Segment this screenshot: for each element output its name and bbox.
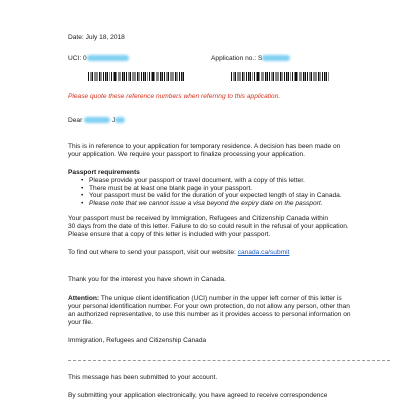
list-item: • Your passport must be valid for the duration of your expected length of stay in Canada. — [81, 192, 342, 200]
salutation — [68, 117, 125, 125]
uci-redaction — [87, 55, 129, 61]
find-out-line — [68, 249, 289, 257]
list-item: • Please provide your passport or travel document, with a copy of this letter. — [81, 177, 342, 185]
passport-requirements-list — [81, 177, 342, 207]
uci-partial: 0 — [83, 55, 87, 62]
salutation-suffix: J — [111, 117, 116, 124]
attention-line-2: your personal identification number. For your own protection, do not allow any person, other than — [68, 303, 350, 310]
passport-requirements-title: Passport requirements — [68, 169, 140, 176]
attention-line-1 — [68, 295, 342, 303]
list-item: • There must be at least one blank page in your passport. — [81, 185, 342, 193]
divider — [68, 360, 390, 361]
electronic-notice: By submitting your application electronically, you have agreed to receive correspondence — [68, 392, 328, 399]
receipt-line-2: 30 days from the date of this letter. Failure to do so could result in the refusal of your application. — [68, 223, 349, 230]
receipt-line-1: Your passport must be received by Immigration, Refugees and Citizenship Canada within — [68, 215, 328, 222]
intro-line-2: your application. We require your passport to finalize processing your application. — [68, 151, 306, 158]
attention-label: Attention: — [68, 295, 100, 302]
salutation-prefix: Dear — [68, 117, 83, 124]
application-line — [211, 55, 290, 63]
thanks-line: Thank you for the interest you have shown in Canada. — [68, 276, 226, 283]
letter-date: Date: July 18, 2018 — [68, 34, 125, 41]
uci-barcode — [88, 72, 184, 81]
find-out-text: To find out where to send your passport, visit our website: — [68, 249, 236, 256]
application-label: Application no.: — [211, 55, 257, 62]
submitted-notice: This message has been submitted to your account. — [68, 374, 218, 381]
intro-line-1: This is in reference to your application for temporary residence. A decision has been made on — [68, 143, 341, 150]
submit-link[interactable]: canada.ca/submit — [237, 249, 290, 256]
receipt-line-3: Please ensure that a copy of this letter is included with your passport. — [68, 231, 271, 238]
uci-label: UCI: — [68, 55, 82, 62]
reference-notice: Please quote these reference numbers when referring to this application. — [68, 93, 281, 100]
application-barcode — [231, 72, 329, 81]
attention-text-1: The unique client identification (UCI) number in the upper left corner of this letter is — [100, 295, 342, 302]
signature: Immigration, Refugees and Citizenship Canada — [68, 337, 207, 344]
salutation-redaction-2 — [115, 117, 125, 123]
application-partial: S — [257, 55, 263, 62]
uci-line — [68, 55, 129, 63]
salutation-redaction — [84, 117, 110, 123]
list-item: • Please note that we cannot issue a visa beyond the expiry date on the passport. — [81, 200, 342, 208]
attention-line-4: your file. — [68, 319, 93, 326]
attention-line-3: an authorized representative, to use this number as it provides access to personal information on — [68, 311, 351, 318]
application-redaction — [262, 55, 290, 61]
